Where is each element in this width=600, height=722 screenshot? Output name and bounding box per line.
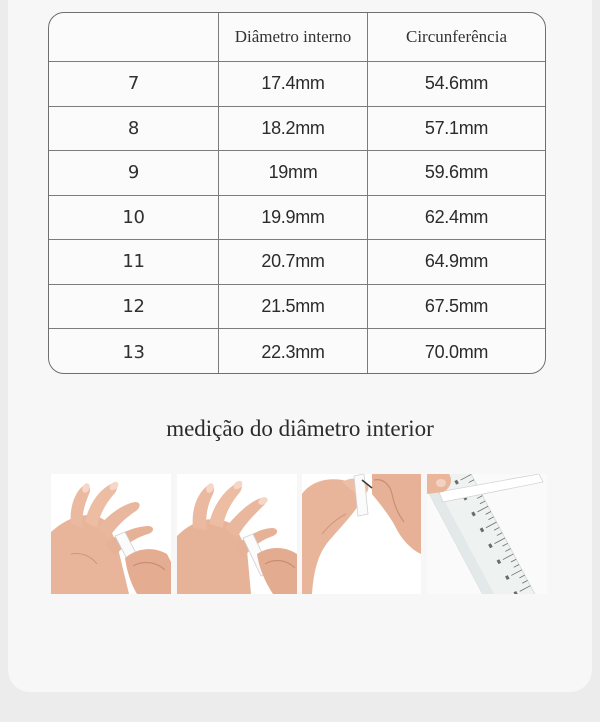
diameter-cell: 17.4mm bbox=[218, 62, 367, 106]
diameter-cell: 22.3mm bbox=[218, 329, 367, 374]
table-row bbox=[49, 150, 545, 195]
table-row bbox=[49, 61, 545, 106]
header-size bbox=[49, 13, 218, 61]
circumference-cell: 54.6mm bbox=[367, 62, 545, 106]
diameter-cell: 19mm bbox=[218, 151, 367, 195]
size-cell: 8 bbox=[127, 117, 140, 139]
circumference-cell: 67.5mm bbox=[367, 285, 545, 329]
header-inner-diameter: Diâmetro interno bbox=[218, 13, 367, 61]
ring-size-table bbox=[48, 12, 546, 374]
diameter-cell: 18.2mm bbox=[218, 107, 367, 151]
diameter-cell: 19.9mm bbox=[218, 196, 367, 240]
circumference-cell: 62.4mm bbox=[367, 196, 545, 240]
table-header-row bbox=[49, 13, 545, 61]
table-row bbox=[49, 284, 545, 329]
diameter-cell: 20.7mm bbox=[218, 240, 367, 284]
size-cell: 9 bbox=[127, 162, 140, 184]
circumference-cell: 64.9mm bbox=[367, 240, 545, 284]
size-cell: 11 bbox=[122, 251, 145, 273]
hand-paper-strip-photo-1 bbox=[51, 474, 171, 594]
table-row bbox=[49, 195, 545, 240]
table-row bbox=[49, 106, 545, 151]
size-cell: 12 bbox=[122, 295, 145, 317]
size-cell: 13 bbox=[122, 341, 145, 363]
size-cell: 7 bbox=[127, 73, 140, 95]
hand-paper-strip-photo-2 bbox=[177, 474, 297, 594]
marking-paper-strip-photo bbox=[302, 474, 421, 594]
header-circumference: Circunferência bbox=[367, 13, 545, 61]
circumference-cell: 59.6mm bbox=[367, 151, 545, 195]
circumference-cell: 70.0mm bbox=[367, 329, 545, 374]
section-caption: medição do diâmetro interior bbox=[166, 416, 434, 441]
diameter-cell: 21.5mm bbox=[218, 285, 367, 329]
circumference-cell: 57.1mm bbox=[367, 107, 545, 151]
size-cell: 10 bbox=[122, 206, 145, 228]
table-row bbox=[49, 239, 545, 284]
ruler-measurement-photo bbox=[427, 474, 547, 594]
table-row bbox=[49, 328, 545, 374]
